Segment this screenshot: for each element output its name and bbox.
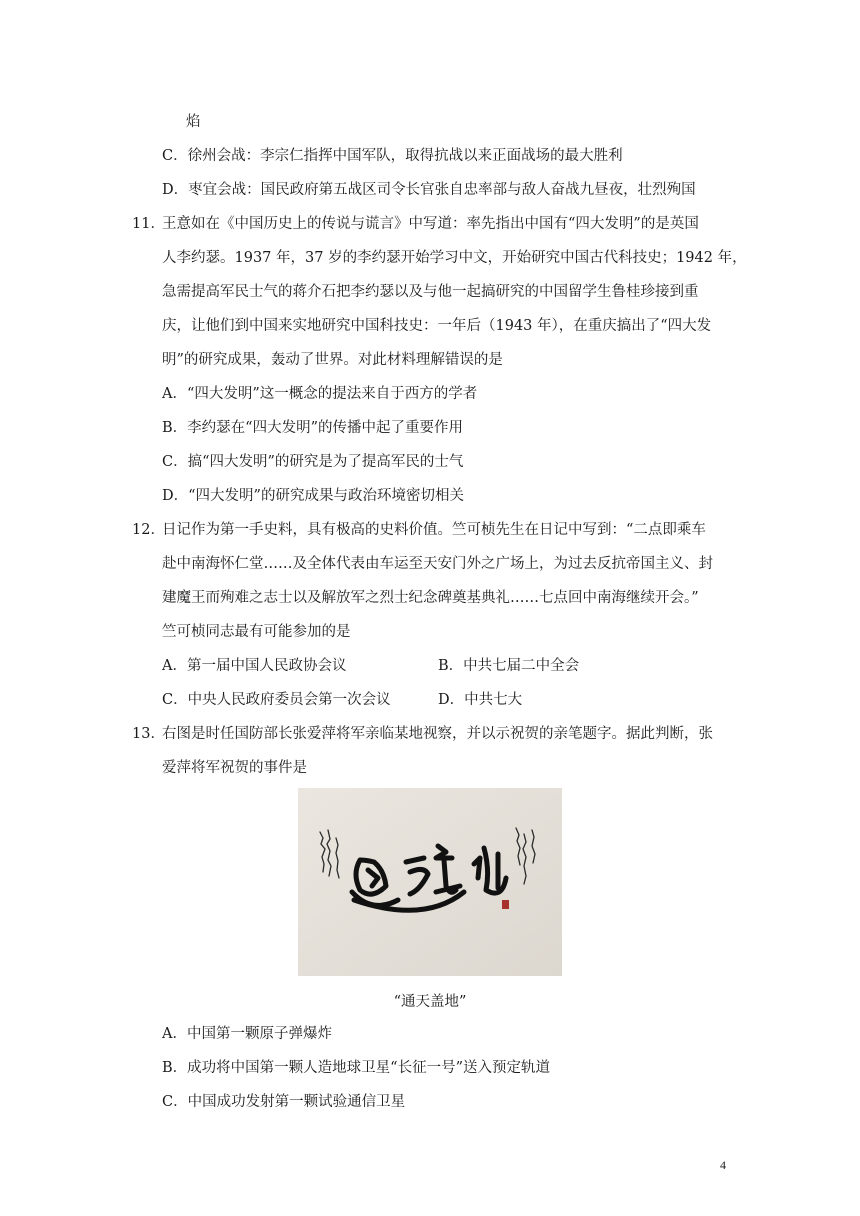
q13-option-a: A．中国第一颗原子弹爆炸: [162, 1026, 332, 1042]
q11-option-b: B．李约瑟在“四大发明”的传播中起了重要作用: [162, 420, 463, 436]
calligraphy-image: [298, 788, 562, 976]
q11-option-a: A．“四大发明”这一概念的提法来自于西方的学者: [162, 386, 478, 402]
q11-stem-line: 王意如在《中国历史上的传说与谎言》中写道：率先指出中国有“四大发明”的是英国: [162, 216, 699, 232]
page-number: 4: [720, 1158, 726, 1172]
q12-stem-line: 竺可桢同志最有可能参加的是: [162, 624, 351, 640]
q13-number: 13．: [132, 726, 165, 742]
q13-option-b: B．成功将中国第一颗人造地球卫星“长征一号”送入预定轨道: [162, 1060, 550, 1076]
q11-option-c: C．搞“四大发明”的研究是为了提高军民的士气: [162, 454, 464, 470]
q12-number: 12．: [132, 522, 165, 538]
q11-number: 11．: [132, 216, 165, 232]
calligraphy-photo: [298, 788, 562, 976]
photo-caption: “通天盖地”: [393, 994, 467, 1010]
q13-option-c: C．中国成功发射第一颗试验通信卫星: [162, 1094, 406, 1110]
q13-stem-line: 爱萍将军祝贺的事件是: [162, 760, 307, 776]
q12-stem-line: 赴中南海怀仁堂……及全体代表由车运至天安门外之广场上，为过去反抗帝国主义、封: [162, 556, 713, 572]
q11-stem-line: 明”的研究成果，轰动了世界。对此材料理解错误的是: [162, 352, 503, 368]
q13-stem-line: 右图是时任国防部长张爱萍将军亲临某地视察，并以示祝贺的亲笔题字。据此判断，张: [162, 726, 713, 742]
q11-stem-line: 庆，让他们到中国来实地研究中国科技史：一年后（1943 年），在重庆搞出了“四大发: [162, 318, 712, 334]
q11-option-d: D．“四大发明”的研究成果与政治环境密切相关: [162, 488, 464, 504]
q11-stem-line: 急需提高军民士气的蒋介石把李约瑟以及与他一起搞研究的中国留学生鲁桂珍接到重: [162, 284, 699, 300]
q12-stem-line: 建魔王而殉难之志士以及解放军之烈士纪念碑奠基典礼……七点回中南海继续开会。”: [162, 590, 699, 606]
q12-stem-line: 日记作为第一手史料，具有极高的史料价值。竺可桢先生在日记中写到：“二点即乘车: [162, 522, 706, 538]
q10-continuation: 焰: [186, 114, 201, 130]
q12-option-c: C．中央人民政府委员会第一次会议: [162, 692, 391, 708]
q10-option-c: C．徐州会战：李宗仁指挥中国军队，取得抗战以来正面战场的最大胜利: [162, 148, 623, 164]
q12-option-d: D．中共七大: [438, 692, 523, 708]
q11-stem-line: 人李约瑟。1937 年，37 岁的李约瑟开始学习中文，开始研究中国古代科技史；1942 年，: [162, 250, 747, 266]
q12-option-b: B．中共七届二中全会: [438, 658, 580, 674]
q10-option-d: D．枣宜会战：国民政府第五战区司令长官张自忠率部与敌人奋战九昼夜，壮烈殉国: [162, 182, 696, 198]
seal-stamp: [502, 900, 509, 909]
q12-option-a: A．第一届中国人民政协会议: [162, 658, 347, 674]
